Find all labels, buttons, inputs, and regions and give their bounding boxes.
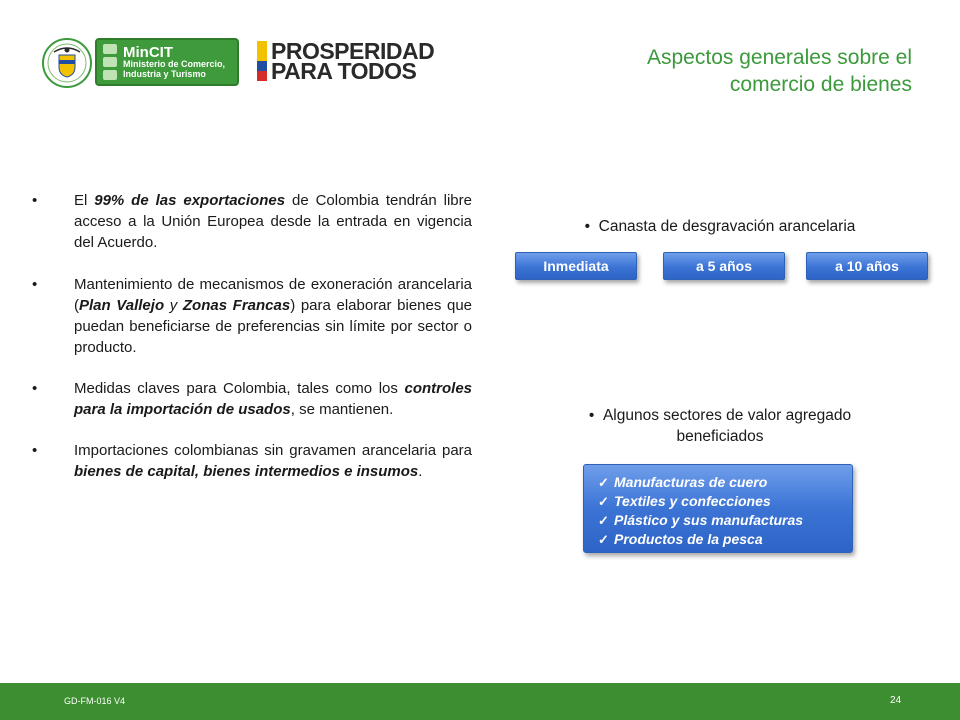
- sector-item: ✓ Productos de la pesca: [598, 531, 763, 547]
- prosperidad-line1: PROSPERIDAD: [271, 37, 435, 64]
- bullet-exportaciones: • El 99% de las exportaciones de Colombia tendrán libre acceso a la Unión Europea desde la entrada en vigencia del Acuerdo.: [32, 192, 472, 251]
- pill-10-anos: a 10 años: [806, 252, 928, 280]
- mincit-mark-icon: [103, 44, 117, 80]
- check-icon: ✓: [598, 494, 609, 509]
- sector-item: ✓ Textiles y confecciones: [598, 493, 771, 509]
- doc-code: GD-FM-016 V4: [64, 696, 126, 706]
- colombia-seal-logo: [42, 38, 92, 88]
- bullet-importaciones: • Importaciones colombianas sin gravamen arancelaria para bienes de capital, bienes intermedios e insumos.: [32, 442, 472, 480]
- prosperidad-line2: PARA TODOS: [271, 58, 417, 84]
- sectores-heading: • Algunos sectores de valor agregado beneficiados: [588, 407, 852, 445]
- footer-bar: [0, 683, 960, 720]
- mincit-logo: [95, 38, 239, 86]
- colombia-flag-icon: [257, 41, 267, 81]
- page-number: 24: [890, 695, 902, 706]
- page-title-line2: comercio de bienes: [729, 73, 912, 97]
- check-icon: ✓: [598, 513, 609, 528]
- page-title-line1: Aspectos generales sobre el: [647, 46, 912, 69]
- sectors-box: [583, 464, 853, 553]
- bullet-exoneracion: • Mantenimiento de mecanismos de exoneración arancelaria (Plan Vallejo y Zonas Francas) para elaborar bienes que puedan beneficiarse de preferencias sin límite por sector o producto.: [32, 276, 473, 356]
- mincit-sub-line2: Industria y Turismo: [123, 68, 206, 79]
- left-bullet-list: [30, 190, 472, 500]
- sector-item: ✓ Manufacturas de cuero: [598, 474, 768, 490]
- canasta-heading: • Canasta de desgravación arancelaria: [584, 218, 856, 235]
- prosperidad-logo: [257, 37, 435, 84]
- pill-inmediata: Inmediata: [515, 252, 637, 280]
- check-icon: ✓: [598, 532, 609, 547]
- sector-item: ✓ Plástico y sus manufacturas: [598, 512, 804, 528]
- mincit-sub-line1: Ministerio de Comercio,: [123, 59, 226, 70]
- check-icon: ✓: [598, 475, 609, 490]
- mincit-name: MinCIT: [123, 43, 173, 61]
- page-title: [552, 44, 912, 99]
- pill-5-anos: a 5 años: [663, 252, 785, 280]
- bullet-medidas: • Medidas claves para Colombia, tales como los controles para la importación de usados, se mantienen.: [32, 380, 472, 418]
